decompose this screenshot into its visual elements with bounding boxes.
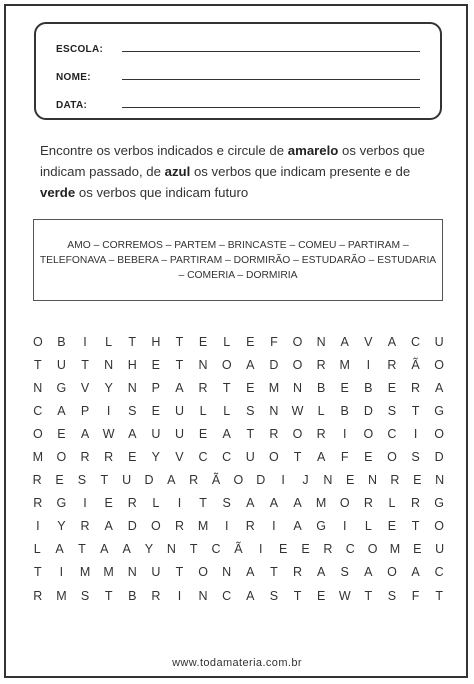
grid-letter[interactable]: V	[364, 334, 373, 349]
grid-letter[interactable]: R	[151, 588, 161, 603]
grid-letter[interactable]: V	[80, 380, 90, 395]
grid-letter[interactable]: C	[222, 450, 232, 465]
grid-letter[interactable]: S	[411, 450, 420, 465]
date-field	[56, 93, 420, 111]
instructions-green: verde	[40, 185, 76, 200]
grid-row	[26, 376, 451, 399]
grid-letter[interactable]: A	[434, 380, 444, 395]
grid-letter[interactable]: T	[222, 380, 231, 395]
grid-letter[interactable]: Ã	[211, 473, 221, 488]
grid-letter[interactable]: R	[104, 450, 114, 465]
grid-letter[interactable]: L	[33, 542, 41, 557]
grid-letter[interactable]: I	[83, 334, 87, 349]
grid-letter[interactable]: R	[323, 542, 333, 557]
grid-letter[interactable]: C	[198, 450, 208, 465]
grid-letter[interactable]: R	[174, 519, 184, 534]
grid-letter[interactable]: T	[81, 357, 89, 372]
grid-letter[interactable]: P	[80, 403, 90, 418]
date-line[interactable]	[122, 107, 420, 108]
grid-letter[interactable]: E	[104, 496, 113, 511]
word-list-line: – COMERIA – DORMIRIA	[178, 269, 298, 281]
grid-letter[interactable]: N	[33, 380, 43, 395]
grid-letter[interactable]: T	[293, 588, 302, 603]
grid-letter[interactable]: N	[222, 565, 232, 580]
grid-letter[interactable]: N	[127, 565, 137, 580]
grid-letter[interactable]: C	[211, 542, 221, 557]
grid-letter[interactable]: E	[413, 473, 422, 488]
grid-letter[interactable]: E	[128, 450, 137, 465]
grid-letter[interactable]: E	[151, 357, 161, 372]
grid-letter[interactable]: U	[434, 334, 444, 349]
grid-row	[26, 422, 451, 445]
grid-letter[interactable]: D	[434, 450, 444, 465]
grid-letter[interactable]: O	[339, 496, 350, 511]
word-list-box	[33, 219, 443, 301]
grid-letter[interactable]: I	[224, 519, 229, 534]
grid-letter[interactable]: O	[221, 357, 232, 372]
grid-letter[interactable]: R	[363, 496, 373, 511]
grid-letter[interactable]: I	[272, 519, 276, 534]
grid-letter[interactable]: R	[387, 357, 397, 372]
grid-letter[interactable]: O	[434, 426, 445, 441]
grid-letter[interactable]: S	[387, 588, 397, 603]
grid-letter[interactable]: M	[103, 565, 114, 580]
grid-letter[interactable]: O	[32, 334, 43, 349]
instructions-part3: os verbos que indicam presente e de	[190, 164, 411, 179]
grid-letter[interactable]: L	[388, 496, 396, 511]
grid-letter[interactable]: M	[56, 588, 67, 603]
grid-letter[interactable]: T	[189, 542, 198, 557]
grid-letter[interactable]: O	[292, 357, 303, 372]
grid-letter[interactable]: E	[413, 542, 422, 557]
grid-letter[interactable]: G	[56, 380, 67, 395]
grid-letter[interactable]: A	[246, 565, 255, 580]
instructions-blue: azul	[164, 164, 191, 179]
grid-letter[interactable]: D	[144, 473, 154, 488]
grid-letter[interactable]: T	[199, 496, 207, 511]
grid-letter[interactable]: R	[33, 588, 43, 603]
grid-letter[interactable]: T	[33, 357, 42, 372]
grid-letter[interactable]: B	[316, 380, 326, 395]
grid-letter[interactable]: O	[269, 450, 279, 465]
grid-letter[interactable]: N	[269, 403, 279, 418]
grid-letter[interactable]: S	[128, 403, 137, 418]
grid-letter[interactable]: U	[151, 565, 161, 580]
grid-letter[interactable]: T	[33, 565, 42, 580]
grid-letter[interactable]: S	[340, 565, 349, 580]
grid-letter[interactable]: E	[387, 519, 397, 534]
grid-letter[interactable]: F	[270, 334, 278, 349]
grid-letter[interactable]: E	[55, 473, 64, 488]
grid-letter[interactable]: A	[293, 519, 302, 534]
grid-letter[interactable]: R	[32, 473, 42, 488]
grid-letter[interactable]: T	[411, 519, 420, 534]
grid-letter[interactable]: A	[100, 542, 109, 557]
grid-letter[interactable]: I	[342, 426, 347, 441]
grid-letter[interactable]: C	[33, 403, 43, 418]
grid-row	[26, 515, 451, 538]
grid-letter[interactable]: A	[104, 519, 113, 534]
grid-letter[interactable]: T	[435, 588, 443, 603]
grid-letter[interactable]: A	[316, 450, 326, 465]
grid-letter[interactable]: S	[387, 403, 397, 418]
grid-letter[interactable]: N	[127, 380, 137, 395]
grid-letter[interactable]: T	[293, 450, 302, 465]
grid-letter[interactable]: A	[411, 565, 420, 580]
grid-letter[interactable]: R	[269, 426, 279, 441]
grid-letter[interactable]: U	[151, 426, 161, 441]
grid-letter[interactable]: I	[59, 565, 64, 580]
grid-letter[interactable]: L	[105, 334, 113, 349]
grid-letter[interactable]: U	[122, 473, 132, 488]
grid-letter[interactable]: R	[80, 450, 90, 465]
school-label: ESCOLA:	[56, 44, 104, 55]
grid-letter[interactable]: E	[198, 334, 208, 349]
grid-letter[interactable]: M	[315, 496, 327, 511]
grid-row	[26, 469, 451, 492]
grid-letter[interactable]: M	[389, 542, 401, 557]
instructions-yellow: amarelo	[287, 143, 339, 158]
grid-letter[interactable]: I	[413, 426, 418, 441]
instructions	[40, 140, 440, 203]
instructions-part2: os verbos que indicam passado, de	[40, 143, 425, 179]
grid-letter[interactable]: N	[316, 334, 326, 349]
grid-letter[interactable]: N	[292, 380, 303, 395]
grid-letter[interactable]: N	[368, 473, 378, 488]
grid-letter[interactable]: P	[151, 380, 161, 395]
school-line[interactable]	[122, 51, 420, 52]
grid-letter[interactable]: A	[222, 426, 231, 441]
grid-letter[interactable]: C	[345, 542, 355, 557]
grid-letter[interactable]: I	[259, 542, 263, 557]
grid-letter[interactable]: I	[366, 357, 371, 372]
grid-letter[interactable]: D	[256, 473, 266, 488]
grid-letter[interactable]: U	[245, 450, 255, 465]
grid-letter[interactable]: G	[316, 519, 326, 534]
grid-letter[interactable]: M	[339, 357, 350, 372]
grid-letter[interactable]: S	[222, 496, 231, 511]
grid-letter[interactable]: E	[57, 426, 66, 441]
grid-letter[interactable]: M	[268, 380, 280, 395]
grid-letter[interactable]: A	[55, 542, 64, 557]
grid-letter[interactable]: M	[32, 450, 44, 465]
name-line[interactable]	[122, 79, 420, 80]
grid-letter[interactable]: E	[278, 542, 288, 557]
grid-letter[interactable]: N	[435, 473, 445, 488]
grid-letter[interactable]: O	[434, 519, 445, 534]
grid-letter[interactable]: C	[411, 334, 421, 349]
grid-letter[interactable]: O	[387, 450, 397, 465]
grid-letter[interactable]: C	[222, 588, 232, 603]
grid-letter[interactable]: S	[80, 588, 90, 603]
grid-letter[interactable]: I	[177, 496, 182, 511]
grid-letter[interactable]: R	[80, 519, 90, 534]
grid-letter[interactable]: S	[269, 588, 279, 603]
grid-letter[interactable]: L	[223, 334, 231, 349]
grid-letter[interactable]: I	[281, 473, 285, 488]
grid-letter[interactable]: R	[127, 496, 137, 511]
grid-letter[interactable]: N	[166, 542, 176, 557]
grid-letter[interactable]: T	[364, 588, 373, 603]
grid-letter[interactable]: I	[36, 519, 40, 534]
grid-letter[interactable]: O	[367, 542, 378, 557]
grid-letter[interactable]: Y	[144, 542, 154, 557]
grid-row	[26, 445, 451, 468]
grid-letter[interactable]: B	[364, 380, 373, 395]
grid-letter[interactable]: E	[151, 403, 161, 418]
grid-letter[interactable]: A	[316, 565, 326, 580]
grid-letter[interactable]: O	[56, 450, 67, 465]
grid-letter[interactable]: F	[411, 588, 420, 603]
grid-letter[interactable]: S	[246, 403, 255, 418]
grid-letter[interactable]: F	[340, 450, 349, 465]
grid-letter[interactable]: R	[292, 565, 303, 580]
grid-letter[interactable]: B	[128, 588, 137, 603]
grid-letter[interactable]: L	[223, 403, 231, 418]
grid-letter[interactable]: G	[434, 403, 445, 418]
instructions-part1: Encontre os verbos indicados e circule de	[40, 143, 288, 158]
school-field	[56, 37, 420, 55]
grid-letter[interactable]: W	[291, 403, 304, 418]
footer-url: www.todamateria.com.br	[172, 657, 302, 669]
grid-letter[interactable]: D	[127, 519, 137, 534]
grid-letter[interactable]: T	[246, 426, 255, 441]
grid-letter[interactable]: E	[198, 426, 208, 441]
grid-row	[26, 330, 451, 353]
grid-letter[interactable]: R	[189, 473, 199, 488]
grid-letter[interactable]: Y	[104, 380, 113, 395]
grid-row	[26, 353, 451, 376]
grid-letter[interactable]: O	[150, 519, 161, 534]
grid-row	[26, 538, 451, 561]
grid-letter[interactable]: R	[411, 380, 421, 395]
grid-row	[26, 561, 451, 584]
grid-letter[interactable]: I	[342, 519, 347, 534]
grid-letter[interactable]: M	[197, 519, 209, 534]
grid-letter[interactable]: A	[293, 496, 302, 511]
word-list-line: TELEFONAVA – BEBERA – PARTIRAM – DORMIRÃO – ESTUDARÃO – ESTUDARIA	[39, 254, 437, 266]
grid-letter[interactable]: S	[77, 473, 87, 488]
grid-letter[interactable]: N	[198, 588, 208, 603]
grid-letter[interactable]: R	[33, 496, 43, 511]
name-label: NOME:	[56, 72, 91, 83]
grid-letter[interactable]: A	[122, 542, 131, 557]
grid-letter[interactable]: O	[363, 426, 374, 441]
word-list-line: AMO – CORREMOS – PARTEM – BRINCASTE – COMEU – PARTIRAM –	[67, 239, 409, 251]
grid-letter[interactable]: Ã	[411, 357, 420, 372]
grid-letter[interactable]: L	[152, 496, 160, 511]
grid-letter[interactable]: Y	[151, 450, 161, 465]
word-search-grid	[26, 330, 451, 607]
instructions-part4: os verbos que indicam futuro	[75, 185, 249, 200]
grid-letter[interactable]: A	[246, 588, 255, 603]
grid-letter[interactable]: T	[78, 542, 86, 557]
grid-letter[interactable]: T	[104, 588, 113, 603]
grid-letter[interactable]: U	[174, 426, 184, 441]
grid-letter[interactable]: G	[434, 496, 445, 511]
grid-letter[interactable]: H	[151, 334, 161, 349]
grid-letter[interactable]: O	[198, 565, 208, 580]
grid-letter[interactable]: A	[340, 334, 349, 349]
header-box	[34, 22, 442, 120]
grid-letter[interactable]: N	[198, 357, 208, 372]
grid-letter[interactable]: L	[364, 519, 372, 534]
grid-letter[interactable]: A	[246, 496, 255, 511]
name-field	[56, 65, 420, 83]
date-label: DATA:	[56, 100, 88, 111]
grid-letter[interactable]: A	[246, 357, 255, 372]
grid-letter[interactable]: B	[340, 403, 349, 418]
grid-letter[interactable]: M	[79, 565, 91, 580]
grid-letter[interactable]: E	[340, 380, 349, 395]
grid-letter[interactable]: C	[387, 426, 397, 441]
grid-letter[interactable]: R	[245, 519, 255, 534]
grid-letter[interactable]: A	[167, 473, 176, 488]
grid-letter[interactable]: N	[104, 357, 114, 372]
grid-letter[interactable]: A	[80, 426, 90, 441]
grid-letter[interactable]: A	[175, 380, 184, 395]
grid-letter[interactable]: E	[346, 473, 355, 488]
grid-letter[interactable]: H	[127, 357, 137, 372]
grid-letter[interactable]: O	[434, 357, 445, 372]
grid-letter[interactable]: E	[364, 450, 373, 465]
grid-letter[interactable]: W	[102, 426, 115, 441]
grid-letter[interactable]: T	[411, 403, 420, 418]
grid-letter[interactable]: E	[246, 334, 255, 349]
grid-letter[interactable]: A	[269, 496, 279, 511]
grid-letter[interactable]: O	[292, 334, 303, 349]
grid-letter[interactable]: D	[269, 357, 279, 372]
grid-letter[interactable]: R	[390, 473, 400, 488]
grid-row	[26, 492, 451, 515]
grid-letter[interactable]: N	[323, 473, 333, 488]
grid-letter[interactable]: I	[177, 588, 182, 603]
grid-letter[interactable]: I	[106, 403, 111, 418]
grid-letter[interactable]: E	[246, 380, 255, 395]
grid-letter[interactable]: T	[100, 473, 109, 488]
grid-letter[interactable]: G	[56, 496, 67, 511]
grid-letter[interactable]: R	[316, 426, 326, 441]
grid-letter[interactable]: C	[434, 565, 444, 580]
grid-letter[interactable]: I	[83, 496, 87, 511]
grid-letter[interactable]: O	[32, 426, 43, 441]
grid-letter[interactable]: B	[57, 334, 66, 349]
grid-letter[interactable]: Ã	[234, 542, 243, 557]
grid-letter[interactable]: A	[128, 426, 137, 441]
grid-letter[interactable]: A	[387, 334, 397, 349]
grid-letter[interactable]: U	[174, 403, 184, 418]
grid-letter[interactable]: Y	[57, 519, 66, 534]
grid-letter[interactable]: E	[316, 588, 326, 603]
grid-row	[26, 584, 451, 607]
grid-letter[interactable]: W	[338, 588, 351, 603]
grid-letter[interactable]: A	[364, 565, 373, 580]
grid-letter[interactable]: U	[56, 357, 66, 372]
grid-letter[interactable]: O	[292, 426, 303, 441]
grid-letter[interactable]: R	[411, 496, 421, 511]
grid-letter[interactable]: R	[198, 380, 208, 395]
grid-letter[interactable]: E	[301, 542, 310, 557]
grid-letter[interactable]: T	[270, 565, 278, 580]
grid-letter[interactable]: A	[57, 403, 66, 418]
grid-letter[interactable]: U	[435, 542, 445, 557]
grid-letter[interactable]: V	[175, 450, 184, 465]
grid-letter[interactable]: T	[175, 334, 184, 349]
grid-letter[interactable]: D	[363, 403, 373, 418]
grid-row	[26, 399, 451, 422]
grid-letter[interactable]: T	[175, 357, 184, 372]
grid-letter[interactable]: O	[233, 473, 244, 488]
grid-letter[interactable]: J	[302, 473, 309, 488]
grid-letter[interactable]: L	[199, 403, 207, 418]
grid-letter[interactable]: R	[316, 357, 326, 372]
grid-letter[interactable]: L	[317, 403, 325, 418]
grid-letter[interactable]: T	[175, 565, 184, 580]
grid-letter[interactable]: T	[128, 334, 137, 349]
grid-letter[interactable]: O	[387, 565, 397, 580]
grid-letter[interactable]: E	[387, 380, 397, 395]
